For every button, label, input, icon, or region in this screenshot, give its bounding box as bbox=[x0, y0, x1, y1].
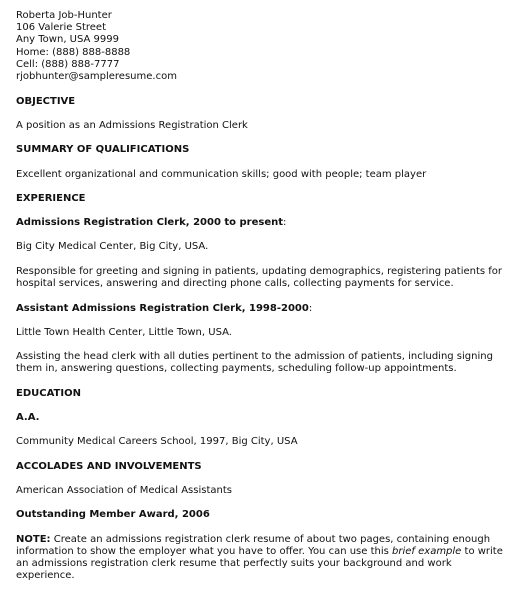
objective-heading: OBJECTIVE bbox=[16, 96, 76, 107]
contact-city: Any Town, USA 9999 bbox=[16, 34, 119, 45]
education-school: Community Medical Careers School, 1997, Big City, USA bbox=[16, 436, 298, 447]
job-title-suffix: : bbox=[308, 303, 313, 314]
job-title-text: Assistant Admissions Registration Clerk, 1998-2000 bbox=[16, 303, 309, 314]
contact-street: 106 Valerie Street bbox=[16, 22, 106, 33]
job-title-text: Admissions Registration Clerk, 2000 to present bbox=[16, 217, 284, 228]
education-heading: EDUCATION bbox=[16, 388, 81, 399]
experience-heading: EXPERIENCE bbox=[16, 193, 86, 204]
job-desc-1-line1: Responsible for greeting and signing in patients, updating demographics, registering patients for bbox=[16, 266, 503, 277]
contact-name: Roberta Job-Hunter bbox=[16, 10, 112, 21]
note-line2-post: to write bbox=[461, 546, 503, 557]
job-employer-2: Little Town Health Center, Little Town, USA. bbox=[16, 327, 232, 338]
note-brief-example: brief example bbox=[392, 546, 462, 557]
accolades-award: Outstanding Member Award, 2006 bbox=[16, 509, 210, 520]
contact-cell-phone: Cell: (888) 888-7777 bbox=[16, 59, 120, 70]
note-line2-pre: information to show the employer what you have to offer. You can use this bbox=[16, 546, 393, 557]
note-line1-text: Create an admissions registration clerk resume of about two pages, containing enough bbox=[50, 534, 491, 545]
accolades-item: American Association of Medical Assistants bbox=[16, 485, 232, 496]
note-label: NOTE: bbox=[16, 534, 51, 545]
note-line1 bbox=[16, 534, 490, 546]
job-desc-2-line2: them in, answering questions, collecting payments, scheduling follow-up appointments. bbox=[16, 363, 457, 374]
education-degree: A.A. bbox=[16, 412, 40, 423]
job-title-1 bbox=[16, 217, 286, 229]
contact-email: rjobhunter@sampleresume.com bbox=[16, 71, 177, 82]
note-line3: an admissions registration clerk resume that perfectly suits your background and work bbox=[16, 558, 452, 569]
job-desc-1-line2: hospital services, answering and directing phone calls, collecting payments for service. bbox=[16, 278, 454, 289]
job-employer-1: Big City Medical Center, Big City, USA. bbox=[16, 241, 209, 252]
job-title-suffix: : bbox=[283, 217, 287, 228]
note-line4: experience. bbox=[16, 570, 75, 581]
job-title-2 bbox=[16, 303, 312, 315]
note-line2 bbox=[16, 546, 503, 558]
accolades-heading: ACCOLADES AND INVOLVEMENTS bbox=[16, 461, 202, 472]
summary-heading: SUMMARY OF QUALIFICATIONS bbox=[16, 144, 190, 155]
objective-text: A position as an Admissions Registration Clerk bbox=[16, 120, 248, 131]
job-desc-2-line1: Assisting the head clerk with all duties pertinent to the admission of patients, including signing bbox=[16, 351, 493, 362]
contact-home-phone: Home: (888) 888-8888 bbox=[16, 47, 131, 58]
summary-text: Excellent organizational and communication skills; good with people; team player bbox=[16, 169, 427, 180]
